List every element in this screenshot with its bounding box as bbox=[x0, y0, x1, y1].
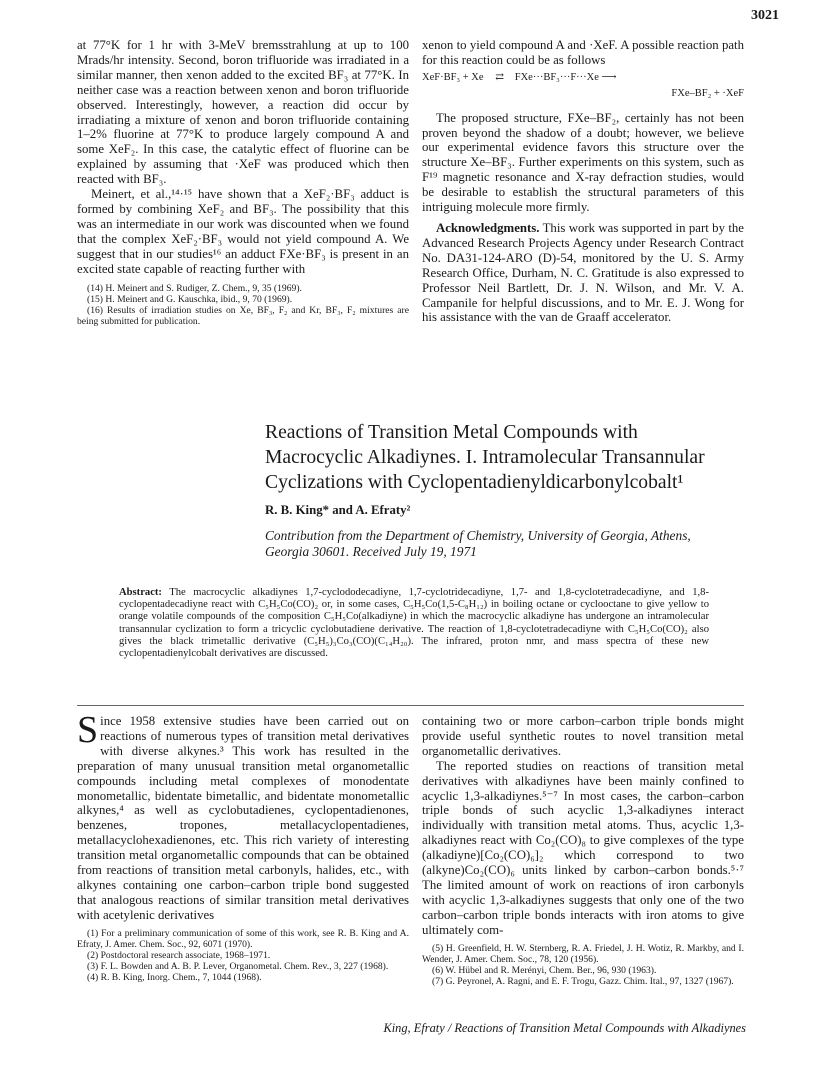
abstract bbox=[119, 587, 709, 660]
footnote: (14) H. Meinert and S. Rudiger, Z. Chem., 9, 35 (1969). bbox=[87, 282, 302, 294]
article-authors: R. B. King* and A. Efraty² bbox=[265, 503, 411, 517]
paragraph: xenon to yield compound A and ·XeF. A possible reaction path for this reaction could be as follows bbox=[422, 38, 744, 67]
footnote: (16) Results of irradiation studies on Xe, BF₃, F₂ and Kr, BF₃, F₂ mixtures are being submitted for publication. bbox=[77, 304, 409, 327]
footnote: (2) Postdoctoral research associate, 1968–1971. bbox=[87, 949, 271, 961]
footnotes bbox=[77, 928, 409, 983]
running-footer: King, Efraty / Reactions of Transition Metal Compounds with Alkadiynes bbox=[383, 1021, 746, 1035]
footnotes bbox=[422, 943, 744, 987]
footnote: (5) H. Greenfield, H. W. Sternberg, R. A. Friedel, J. H. Wotiz, R. Markby, and I. Wender, J. Amer. Chem. Soc., 78, 120 (1956). bbox=[422, 942, 744, 965]
footnote: (4) R. B. King, Inorg. Chem., 7, 1044 (1968). bbox=[87, 971, 262, 983]
acknowledgments-heading: Acknowledgments. bbox=[436, 220, 540, 235]
equation-products: FXe–BF₂ + ·XeF bbox=[671, 87, 744, 99]
divider bbox=[77, 705, 744, 706]
footnote: (15) H. Meinert and G. Kauschka, ibid., 9, 70 (1969). bbox=[87, 293, 293, 305]
footnote: (3) F. L. Bowden and A. B. P. Lever, Organometal. Chem. Rev., 3, 227 (1968). bbox=[87, 960, 389, 972]
paragraph bbox=[77, 709, 409, 923]
paragraph: at 77°K for 1 hr with 3-MeV bremsstrahlung at up to 100 Mrads/hr intensity. Second, boron trifluoride was irradiated in a similar manner, then xenon added to the excited BF₃ at 77°K. In neither case was a reaction between xenon and boron trifluoride observed. Interestingly, however, a reaction did occur by irradiating a mixture of xenon and boron trifluoride containing 1–2% fluorine at 77°K to produce largely compound A and some XeF₂. In this case, the catalytic effect of fluorine can be explained by assuming that ·XeF was produced which then reacted with BF₃. bbox=[77, 38, 409, 187]
paragraph: The reported studies on reactions of transition metal derivatives with alkadiynes have been mainly confined to acyclic 1,3-alkadiynes.⁵⁻⁷ In most cases, the carbon–carbon triple bonds of such acyclic 1,3-alkadiynes interact individually with transition metal atoms. Thus, acyclic 1,3-alkadiynes react with Co₂(CO)₈ to give complexes of the type (alkadiyne)[Co₂(CO)₆]₂ which correspond to two (alkyne)Co₂(CO)₆ units linked by carbon–carbon bonds.⁵·⁷ The limited amount of work on reactions of iron carbonyls with acyclic 1,3-alkadiynes suggests that only one of the two carbon–carbon triple bonds interacts with iron atoms to give ultimately com- bbox=[422, 758, 744, 937]
footnotes bbox=[77, 283, 409, 327]
acknowledgments bbox=[422, 221, 744, 325]
drop-cap: S bbox=[77, 709, 99, 751]
paragraph: containing two or more carbon–carbon triple bonds might provide useful synthetic routes to novel transition metal organometallic derivatives. bbox=[422, 714, 744, 758]
equation-left: XeF·BF₃ + Xe bbox=[422, 71, 484, 83]
top-left-column bbox=[77, 38, 409, 327]
body-left-column bbox=[77, 709, 409, 983]
footnote: (6) W. Hübel and R. Merényi, Chem. Ber., 96, 930 (1963). bbox=[432, 964, 657, 976]
paragraph: Meinert, et al.,¹⁴·¹⁵ have shown that a XeF₂·BF₃ adduct is formed by combining XeF₂ and BF₃. The possibility that this was an intermediate in our work was discounted when we found that the complex XeF₂·BF₃ would not yield compound A. We suggest that in our studies¹⁶ an adduct FXe·BF₃ is present in an excited state capable of reacting further with bbox=[77, 187, 409, 276]
article-title: Reactions of Transition Metal Compounds with Macrocyclic Alkadiynes. I. Intramolecular Transannular Cyclizations with Cyclopentadienyldicarbonylcobalt¹ bbox=[265, 422, 705, 493]
body-right-column bbox=[422, 714, 744, 987]
paragraph: The proposed structure, FXe–BF₂, certainly has not been proven beyond the shadow of a doubt; however, we believe our experimental evidence favors this structure over the structure Xe–BF₃. Further experiments on this system, such as F¹⁹ magnetic resonance and X-ray defraction studies, would be desirable to establish the structural parameters of this intriguing molecule more firmly. bbox=[422, 110, 744, 215]
top-right-column bbox=[422, 38, 744, 325]
contribution-line: Contribution from the Department of Chemistry, University of Georgia, Athens, Georgia 30601. Received July 19, 1971 bbox=[265, 528, 691, 559]
footnote: (1) For a preliminary communication of some of this work, see R. B. King and A. Efraty, J. Amer. Chem. Soc., 92, 6071 (1970). bbox=[77, 927, 409, 950]
acknowledgments-text: This work was supported in part by the Advanced Research Projects Agency under Research Contract No. DA31-124-ARO (D)-54, monitored by the U. S. Army Research Office, Durham, N. C. Gratitude is also expressed to Professor Neil Bartlett, Dr. J. N. Wilson, and Mr. V. A. Campanile for helpful discussions, and to Mr. E. J. Wong for his assistance with the van de Graaff accelerator. bbox=[422, 220, 744, 325]
abstract-text: The macrocyclic alkadiynes 1,7-cyclododecadiyne, 1,7-cyclotridecadiyne, 1,7- and 1,8-cyclotetradecadiyne, and 1,8-cyclopentadecadiyne react with C₅H₅Co(CO)₂ or, in some cases, C₅H₅Co(1,5-C₈H₁₂) in boiling octane or cyclooctane to give yellow to orange volatile compounds of the composition C₅H₅Co(alkadiyne) in which the macrocyclic alkadiyne has undergone an intramolecular transannular cyclization to form a tricyclic cyclobutadiene derivative. The reaction of 1,8-cyclotetradecadiyne with C₅H₅Co(CO)₂ also gives the black trimetallic derivative (C₅H₅)₃Co₃(CO)(C₁₄H₂₀). The infrared, proton nmr, and mass spectra of these new cyclopentadienylcobalt derivatives are discussed. bbox=[119, 587, 709, 660]
equation-right: FXe···BF₃···F···Xe ⟶ bbox=[514, 71, 617, 83]
abstract-label: Abstract: bbox=[119, 587, 162, 598]
reaction-equation bbox=[422, 71, 744, 86]
footnote: (7) G. Peyronel, A. Ragni, and E. F. Trogu, Gazz. Chim. Ital., 97, 1327 (1967). bbox=[432, 975, 734, 987]
intro-text: ince 1958 extensive studies have been carried out on reactions of numerous types of transition metal derivatives with diverse alkynes.³ This work has resulted in the preparation of many unusual transition metal organometallic compounds including metal complexes of monodentate monometallic, bidentate bimetallic, and bidentate monometallic alkynes,⁴ as well as cyclobutadienes, cyclopentadienones, benzenes, tropones, metallacyclopentadienes, metallacyclohexadienones, etc. This rich variety of interesting transition metal organometallic compounds that can be obtained from reactions of transition metal carbonyls, halides, etc., with alkynes containing one carbon–carbon triple bond suggested that analogous reactions of similar transition metal derivatives with acetylenic derivatives bbox=[77, 714, 409, 922]
equilibrium-arrow-icon: ⇄ bbox=[495, 71, 504, 83]
page-number: 3021 bbox=[751, 8, 779, 23]
